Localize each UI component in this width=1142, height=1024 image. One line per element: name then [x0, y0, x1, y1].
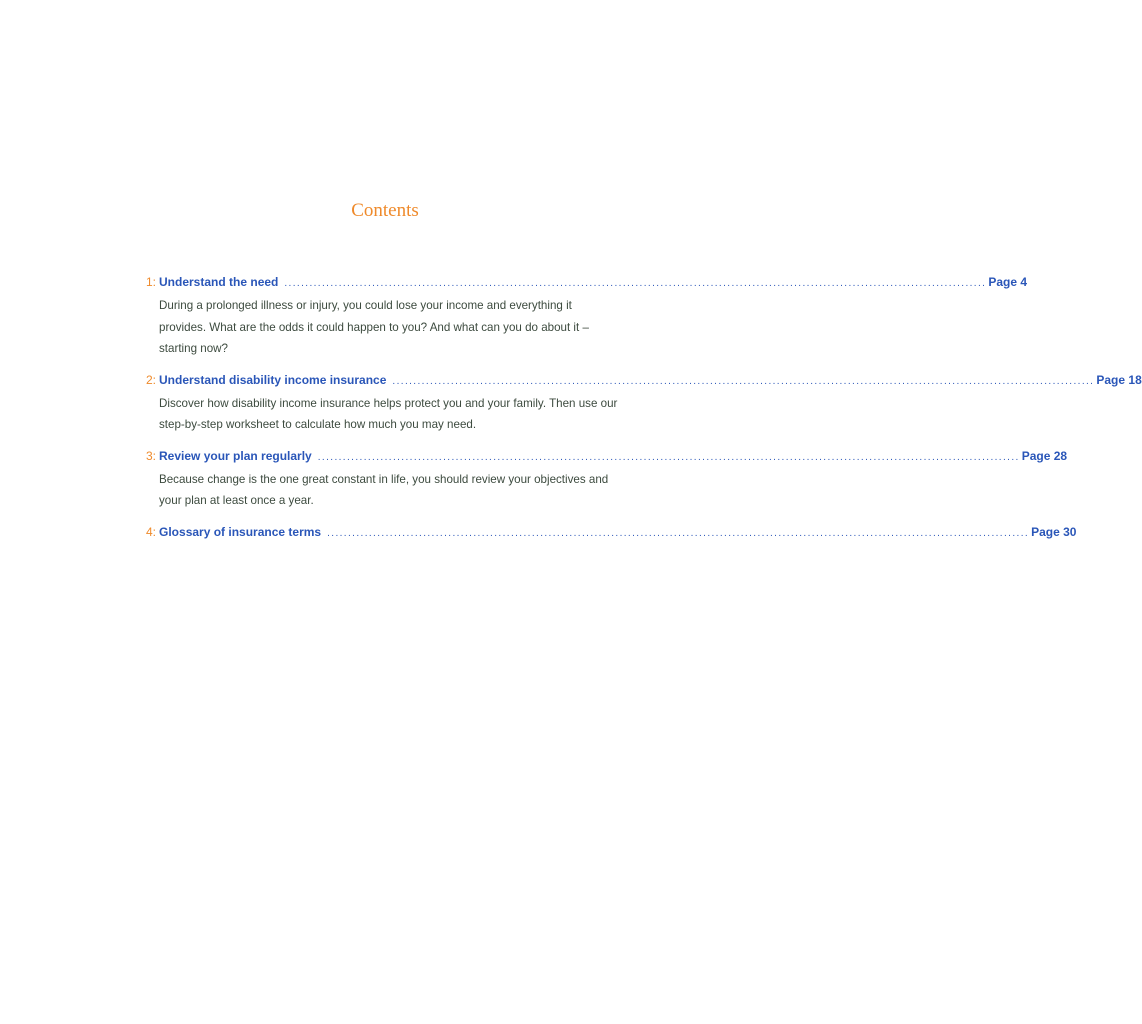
- toc-entry-heading[interactable]: [146, 445, 1068, 469]
- page-title: Contents: [351, 200, 419, 221]
- toc-entry-title[interactable]: Understand the need: [159, 275, 279, 289]
- toc-entry-2: [146, 369, 1142, 436]
- toc-entry-heading[interactable]: [146, 271, 1028, 295]
- toc-entry-1: [146, 271, 1028, 360]
- toc-entry-description: Discover how disability income insurance helps protect you and your family. Then use our step-by-step worksheet to calculate how much you may need.: [159, 396, 618, 431]
- toc-entry-title[interactable]: Understand disability income insurance: [159, 372, 387, 387]
- dot-leader: ........................................................................................................................................................................: [317, 451, 1020, 463]
- toc-entry-heading[interactable]: [146, 369, 1142, 393]
- toc-entry-description: During a prolonged illness or injury, you could lose your income and everything it provides. What are the odds it could happen to you? And what can you do about it – starting now?: [159, 299, 589, 355]
- toc-entry-page[interactable]: Page 30: [1031, 524, 1077, 539]
- toc-entry-heading[interactable]: [146, 521, 1077, 545]
- toc-entry-description: Because change is the one great constant in life, you should review your objectives and your plan at least once a year.: [159, 472, 609, 507]
- toc-entry-number: 4:: [146, 524, 157, 539]
- dot-leader: ........................................................................................................................................................................: [392, 375, 1095, 387]
- table-of-contents: [146, 271, 1142, 554]
- dot-leader: ........................................................................................................................................................................: [284, 278, 987, 289]
- toc-entry-title[interactable]: Review your plan regularly: [159, 448, 312, 463]
- toc-entry-3: [146, 445, 1068, 512]
- toc-entry-4: [146, 521, 1077, 545]
- toc-entry-page[interactable]: Page 28: [1021, 448, 1068, 463]
- toc-entry-number: 1:: [146, 275, 157, 289]
- toc-entry-number: 2:: [146, 372, 157, 387]
- toc-entry-page[interactable]: Page 18: [1096, 372, 1142, 387]
- dot-leader: ........................................................................................................................................................................: [327, 527, 1030, 539]
- toc-entry-number: 3:: [146, 448, 157, 463]
- toc-entry-page[interactable]: Page 4: [988, 275, 1028, 289]
- toc-entry-title[interactable]: Glossary of insurance terms: [159, 524, 322, 539]
